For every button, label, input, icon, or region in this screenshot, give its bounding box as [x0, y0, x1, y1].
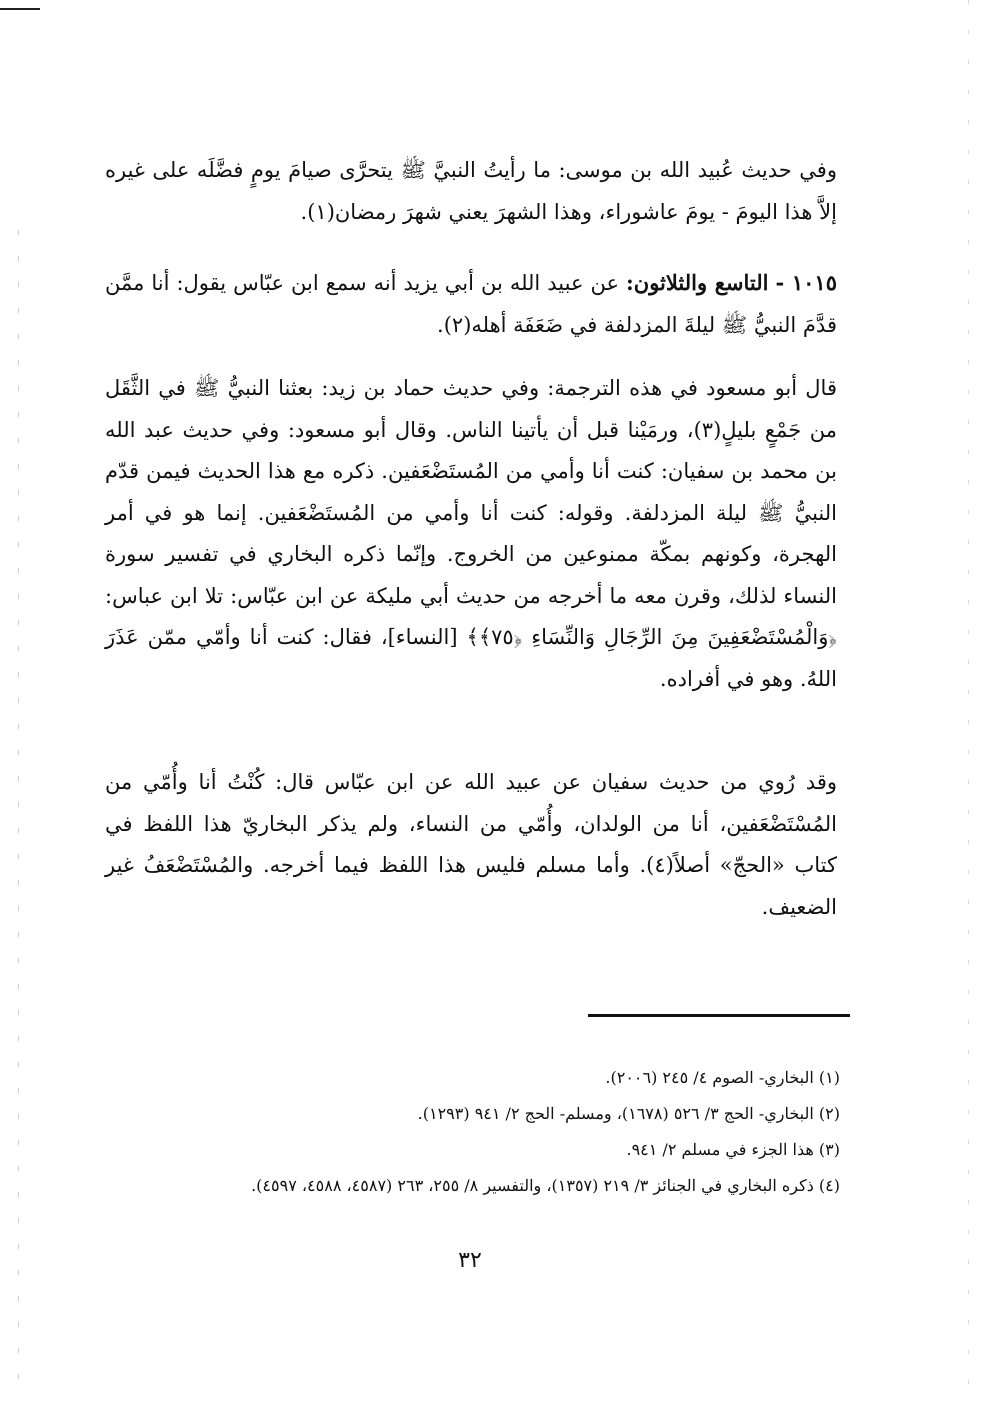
- footnote-2: (٢) البخاري- الحج ٣/ ٥٢٦ (١٦٧٨)، ومسلم- الحج ٢/ ٩٤١ (١٢٩٣).: [417, 1104, 840, 1123]
- scan-edge-left: [18, 230, 19, 1380]
- scan-edge-right: [968, 0, 969, 1407]
- footnote-separator: [588, 1014, 850, 1017]
- entry-title: التاسع والثلاثون:: [626, 270, 769, 295]
- footnote-4: (٤) ذكره البخاري في الجنائز ٣/ ٢١٩ (١٣٥٧)، والتفسير ٨/ ٢٥٥، ٢٦٣ (٤٥٨٧، ٤٥٨٨، ٤٥٩٧).: [251, 1176, 840, 1195]
- paragraph-hadith-ubaydullah: وفي حديث عُبيد الله بن موسى: ما رأيتُ النبيَّ ﷺ يتحرَّى صيامَ يومٍ فضَّلَه على غيره إلاَّ هذا اليومَ - يومَ عاشوراء، وهذا الشهرَ يعني شهرَ رمضان(١).: [105, 158, 837, 224]
- entry-number: ١٠١٥ -: [775, 270, 837, 295]
- paragraph-abu-masud-commentary: قال أبو مسعود في هذه الترجمة: وفي حديث حماد بن زيد: بعثنا النبيُّ ﷺ في الثَّقَل من جَمْعٍ بليلٍ(٣)، ورمَيْنا قبل أن يأتينا الناس. وقال أبو مسعود: وفي حديث عبد الله بن محمد بن سفيان: كنت أنا وأمي من المُستَضْعَفين. ذكره مع هذا الحديث فيمن قدّم النبيُّ ﷺ ليلة المزدلفة. وقوله: كنت أنا وأمي من المُستَضْعَفين. إنما هو في أمر الهجرة، وكونهم بمكّة ممنوعين من الخروج. وإنّما ذكره البخاري في تفسير سورة النساء لذلك، وقرن معه ما أخرجه من حديث أبي مليكة عن ابن عبّاس: تلا ابن عباس: ﴿وَالْمُسْتَضْعَفِينَ مِنَ الرِّجَالِ وَالنِّسَاءِ ﴿٧٥﴾﴾ [النساء]، فقال: كنت أنا وأمّي ممّن عَذَرَ اللهُ. وهو في أفراده.: [105, 376, 837, 691]
- footnotes: [150, 1060, 840, 1204]
- footnote-1: (١) البخاري- الصوم ٤/ ٢٤٥ (٢٠٠٦).: [605, 1068, 840, 1087]
- footnote-3: (٣) هذا الجزء في مسلم ٢/ ٩٤١.: [626, 1140, 840, 1159]
- paragraph-entry-1015: [105, 262, 837, 346]
- paragraph-sufyan-narration: وقد رُوي من حديث سفيان عن عبيد الله عن ابن عبّاس قال: كُنْتُ أنا وأُمّي من المُسْتَضْعَفين، أنا من الولدان، وأُمّي من النساء، ولم يذكر البخاريّ هذا اللفظ في كتاب «الحجّ» أصلاً(٤). وأما مسلم فليس هذا اللفظ فيما أخرجه. والمُسْتَضْعَفُ غير الضعيف.: [105, 770, 837, 919]
- entry-text: عن عبيد الله بن أبي يزيد أنه سمع ابن عبّاس يقول: أنا ممَّن قدَّمَ النبيُّ ﷺ ليلةَ المزدلفة في ضَعَفَة أهله(٢).: [105, 271, 837, 337]
- scan-corner-mark: [0, 8, 40, 10]
- page-number: ٣٢: [458, 1248, 482, 1273]
